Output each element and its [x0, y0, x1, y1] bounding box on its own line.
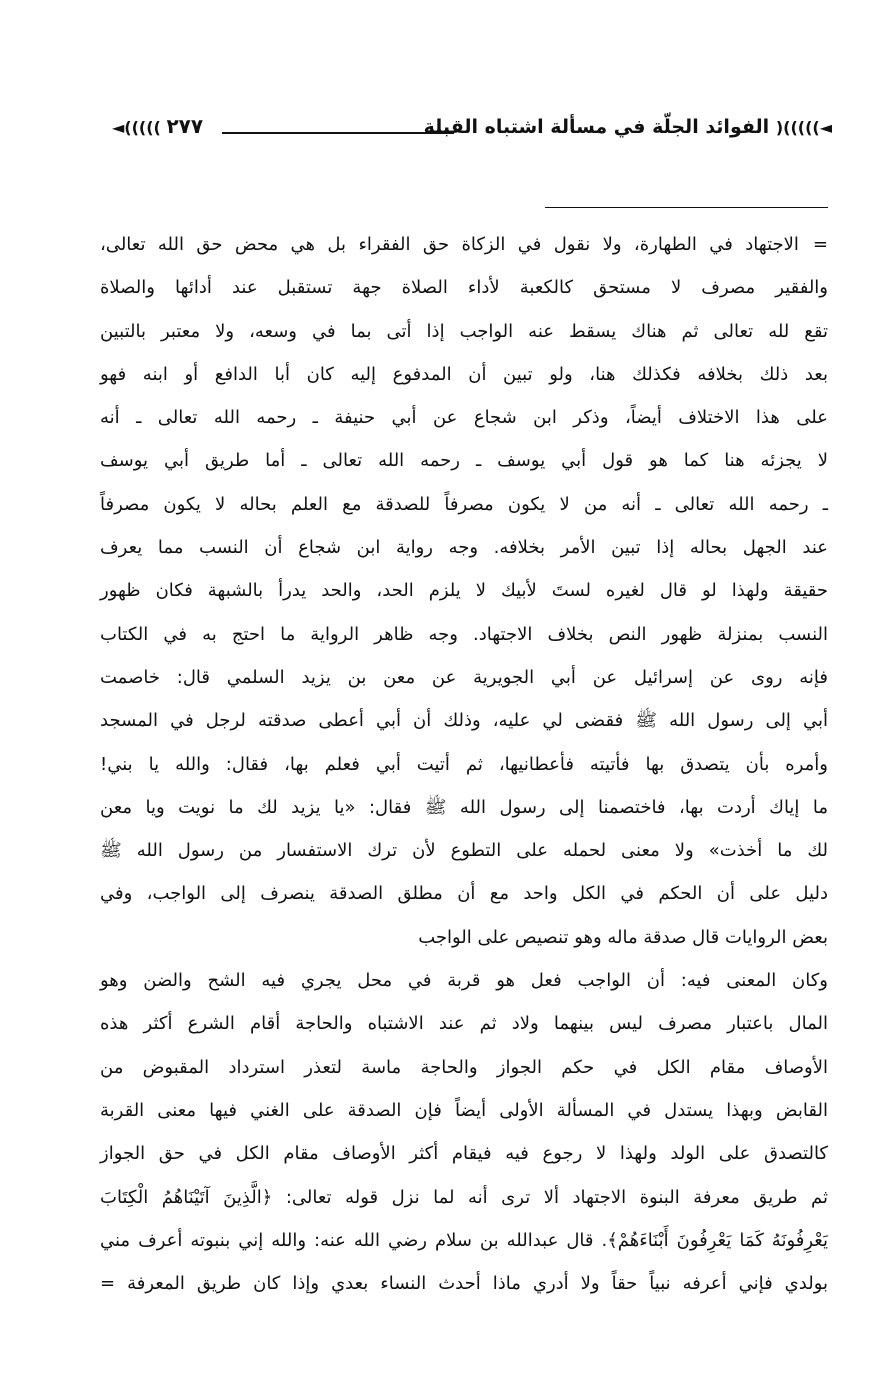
text-line [100, 874, 828, 917]
text-line-content: لك ما أخذت» ولا معنى لحمله على التطوع لأن ترك الاستفسار من رسول الله ﷺ [100, 840, 828, 862]
text-line-content: ـ رحمه الله تعالى ـ أنه من لا يكون مصرفاً للصدقة مع العلم بحاله لا يكون مصرفاً [100, 493, 828, 515]
text-line [100, 225, 828, 268]
footnote-separator [545, 207, 828, 208]
header-rule [222, 132, 454, 134]
continuation-mark: = [812, 234, 828, 255]
text-line-content: فإنه روى عن إسرائيل عن أبي الجويرية عن معن بن يزيد السلمي قال: خاصمت [100, 666, 828, 688]
text-line-content: الأوصاف مقام الكل في حكم الجواز والحاجة ماسة لتعذر استرداد المقبوض من [100, 1056, 828, 1078]
running-title [424, 116, 832, 138]
page-number-block [112, 114, 203, 138]
text-line-content: والفقير مصرف لا مستحق كالكعبة لأداء الصلاة جهة تستقبل عند أدائها والصلاة [100, 277, 828, 299]
text-line [100, 831, 828, 874]
text-line-content: حقيقة ولهذا لو قال لغيره لستَ لأبيك لا يلزم الحد، والحد يدرأ بالشبهة فكان ظهور [100, 580, 828, 602]
ornament-right-icon: ◄)))))( [775, 118, 832, 137]
text-line [100, 528, 828, 571]
text-line-content: بعد ذلك بخلافه فكذلك هنا، ولو تبين أن المدفوع إليه كان أبا الدافع أو ابنه فهو [100, 363, 828, 385]
text-line [100, 485, 828, 528]
text-line-content: على هذا الاختلاف أيضاً، وذكر ابن شجاع عن أبي حنيفة ـ رحمه الله تعالى ـ أنه [100, 407, 828, 429]
text-line [100, 1048, 828, 1091]
text-line [100, 1091, 828, 1134]
text-line-content: المال باعتبار مصرف ليس بينهما ولاد ثم عند الاشتباه والحاجة أقام الشرع أكثر هذه [100, 1013, 828, 1035]
text-line [100, 961, 828, 1004]
text-line [100, 1004, 828, 1047]
text-line-content: ما إياك أردت بها، فاختصمنا إلى رسول الله ﷺ فقال: «يا يزيد لك ما نويت ويا معن [100, 796, 828, 818]
text-line-content: بولدي فإني أعرفه نبياً حقاً ولا أدري ماذا أحدث النساء بعدي وإذا كان طريق المعرفة = [100, 1273, 828, 1295]
text-line [100, 268, 828, 311]
text-line [100, 1264, 828, 1307]
text-line [100, 398, 828, 441]
text-line [100, 355, 828, 398]
footnote-text [100, 225, 828, 1307]
text-line-content: النسب بمنزلة ظهور النص بخلاف الاجتهاد. وجه ظاهر الرواية ما احتج به في الكتاب [100, 623, 828, 645]
text-line [100, 1134, 828, 1177]
text-line-content: تقع لله تعالى ثم هناك يسقط عنه الواجب إذا أتى بما في وسعه، ولا معتبر بالتبين [100, 320, 828, 342]
text-line [100, 658, 828, 701]
ornament-left-icon: ◄((((( [112, 118, 167, 137]
text-line-content: القابض وبهذا يستدل في المسألة الأولى أيضاً فإن الصدقة على الغني فيها معنى القربة [100, 1099, 828, 1121]
text-line-content: وأمره بأن يتصدق بها فأتيته فأعطانيها، ثم أتيت أبي فعلم بها، فقال: والله يا بني! [100, 753, 828, 775]
text-line [100, 571, 828, 614]
text-line [100, 918, 828, 961]
text-line [100, 788, 828, 831]
text-line-content: لا يجزئه هنا كما هو قول أبي يوسف ـ رحمه الله تعالى ـ أما طريق أبي يوسف [100, 450, 828, 472]
text-line-content: ثم طريق معرفة البنوة الاجتهاد ألا ترى أنه لما نزل قوله تعالى: ﴿الَّذِينَ آتَيْنَاهُمُ الْكِتَابَ [100, 1186, 828, 1208]
text-line [100, 1221, 828, 1264]
running-header [112, 110, 832, 150]
text-line [100, 312, 828, 355]
text-line-content: عند الجهل بحاله إذا تبين الأمر بخلافه. وجه رواية ابن شجاع أن النسب مما يعرف [100, 537, 828, 559]
text-line-content: دليل على أن الحكم في الكل واحد مع أن مطلق الصدقة ينصرف إلى الواجب، وفي [100, 883, 828, 905]
text-line [100, 1178, 828, 1221]
text-line [100, 745, 828, 788]
text-line-content: وكان المعنى فيه: أن الواجب فعل هو قربة في محل يجري فيه الشح والضن وهو [100, 970, 828, 992]
text-line-content: بعض الروايات قال صدقة ماله وهو تنصيص على الواجب [418, 926, 828, 948]
text-line-content: أبي إلى رسول الله ﷺ فقضى لي عليه، وذلك أن أبي أعطى صدقته لرجل في المسجد [100, 710, 828, 732]
text-line-content: الاجتهاد في الطهارة، ولا نقول في الزكاة حق الفقراء بل هي محض حق الله تعالى، [100, 234, 799, 255]
book-title: الفوائد الجلّة في مسألة اشتباه القبلة [423, 116, 770, 138]
text-line [100, 701, 828, 744]
text-line [100, 441, 828, 484]
page-number: ٢٧٧ [166, 114, 204, 138]
text-line [100, 615, 828, 658]
text-line-content: يَعْرِفُونَهُ كَمَا يَعْرِفُونَ أَبْنَاءَهُمْ﴾. قال عبدالله بن سلام رضي الله عنه: والله إني بنبوته أعرف مني [100, 1229, 828, 1251]
text-line-content: كالتصدق على الولد ولهذا لا رجوع فيه فيقام أكثر الأوصاف مقام الكل في حق الجواز [100, 1143, 828, 1165]
